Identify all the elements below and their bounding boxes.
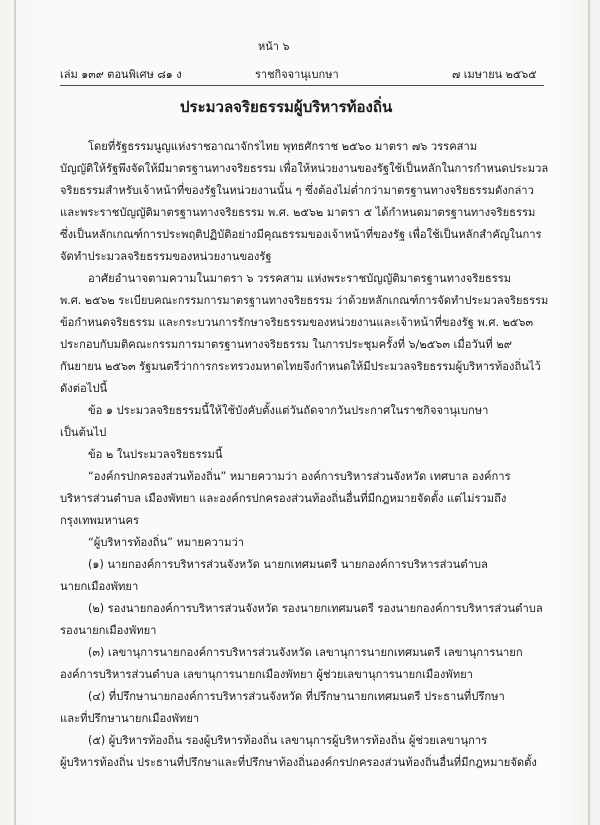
body-line: จริยธรรมสำหรับเจ้าหน้าที่ของรัฐในหน่วยงานนั้น ๆ ซึ่งต้องไม่ต่ำกว่ามาตรฐานทางจริยธรรมดังกล่าว bbox=[60, 184, 534, 197]
page-number: หน้า ๖ bbox=[258, 40, 290, 53]
body-line: ซึ่งเป็นหลักเกณฑ์การประพฤติปฏิบัติอย่างมีคุณธรรมของเจ้าหน้าที่ของรัฐ เพื่อใช้เป็นหลักสำคัญในการ bbox=[60, 228, 542, 241]
page-fold-left bbox=[14, 0, 16, 825]
body-line: และพระราชบัญญัติมาตรฐานทางจริยธรรม พ.ศ. ๒๕๖๒ มาตรา ๕ ได้กำหนดมาตรฐานทางจริยธรรม bbox=[60, 206, 536, 219]
gazette-name: ราชกิจจานุเบกษา bbox=[255, 68, 339, 81]
item-3: (๓) เลขานุการนายกองค์การบริหารส่วนจังหวัด เลขานุการนายกเทศมนตรี เลขานุการนายก bbox=[88, 646, 523, 659]
clause-2: ข้อ ๒ ในประมวลจริยธรรมนี้ bbox=[88, 448, 223, 461]
item-1: (๑) นายกองค์การบริหารส่วนจังหวัด นายกเทศมนตรี นายกองค์การบริหารส่วนตำบล bbox=[88, 558, 488, 571]
document-title: ประมวลจริยธรรมผู้บริหารท้องถิ่น bbox=[180, 98, 393, 116]
body-line: อาศัยอำนาจตามความในมาตรา ๖ วรรคสาม แห่งพระราชบัญญัติมาตรฐานทางจริยธรรม bbox=[88, 272, 512, 285]
body-line: เป็นต้นไป bbox=[60, 426, 107, 439]
body-line: ดังต่อไปนี้ bbox=[60, 382, 108, 395]
body-line: โดยที่รัฐธรรมนูญแห่งราชอาณาจักรไทย พุทธศักราช ๒๕๖๐ มาตรา ๗๖ วรรคสาม bbox=[88, 140, 478, 153]
body-line: บัญญัติให้รัฐพึงจัดให้มีมาตรฐานทางจริยธรรม เพื่อให้หน่วยงานของรัฐใช้เป็นหลักในการกำหนดประมวล bbox=[60, 162, 549, 175]
gazette-volume: เล่ม ๑๓๙ ตอนพิเศษ ๘๑ ง bbox=[60, 68, 182, 81]
definition-local-executive: “ผู้บริหารท้องถิ่น” หมายความว่า bbox=[88, 536, 245, 549]
header-rule bbox=[60, 85, 544, 86]
body-line: กันยายน ๒๕๖๓ รัฐมนตรีว่าการกระทรวงมหาดไทยจึงกำหนดให้มีประมวลจริยธรรมผู้บริหารท้องถิ่นไว้ bbox=[60, 360, 541, 373]
clause-1: ข้อ ๑ ประมวลจริยธรรมนี้ให้ใช้บังคับตั้งแต่วันถัดจากวันประกาศในราชกิจจานุเบกษา bbox=[88, 404, 489, 417]
definition-local-org: “องค์กรปกครองส่วนท้องถิ่น” หมายความว่า องค์การบริหารส่วนจังหวัด เทศบาล องค์การ bbox=[88, 470, 511, 483]
item-5: (๕) ผู้บริหารท้องถิ่น รองผู้บริหารท้องถิ่น เลขานุการผู้บริหารท้องถิ่น ผู้ช่วยเลขานุการ bbox=[88, 734, 488, 747]
item-2: (๒) รองนายกองค์การบริหารส่วนจังหวัด รองนายกเทศมนตรี รองนายกองค์การบริหารส่วนตำบล bbox=[88, 602, 543, 615]
body-line: รองนายกเมืองพัทยา bbox=[60, 624, 157, 637]
item-4: (๔) ที่ปรึกษานายกองค์การบริหารส่วนจังหวัด ที่ปรึกษานายกเทศมนตรี ประธานที่ปรึกษา bbox=[88, 690, 505, 703]
page-fold-right bbox=[588, 0, 590, 825]
body-line: และที่ปรึกษานายกเมืองพัทยา bbox=[60, 712, 200, 725]
body-line: ประกอบกับมติคณะกรรมการมาตรฐานทางจริยธรรม ในการประชุมครั้งที่ ๖/๒๕๖๓ เมื่อวันที่ ๒๙ bbox=[60, 338, 512, 351]
body-line: กรุงเทพมหานคร bbox=[60, 514, 139, 527]
body-line: องค์การบริหารส่วนตำบล เลขานุการนายกเมืองพัทยา ผู้ช่วยเลขานุการนายกเมืองพัทยา bbox=[60, 668, 473, 681]
body-line: บริหารส่วนตำบล เมืองพัทยา และองค์กรปกครองส่วนท้องถิ่นอื่นที่มีกฎหมายจัดตั้ง แต่ไม่รวมถึง bbox=[60, 492, 507, 505]
gazette-date: ๗ เมษายน ๒๕๖๕ bbox=[452, 68, 537, 81]
body-line: จัดทำประมวลจริยธรรมของหน่วยงานของรัฐ bbox=[60, 250, 272, 263]
body-line: พ.ศ. ๒๕๖๒ ระเบียบคณะกรรมการมาตรฐานทางจริยธรรม ว่าด้วยหลักเกณฑ์การจัดทำประมวลจริยธรรม bbox=[60, 294, 549, 307]
body-line: ผู้บริหารท้องถิ่น ประธานที่ปรึกษาและที่ปรึกษาท้องถิ่นองค์กรปกครองส่วนท้องถิ่นอื่นที่มีกฎหมายจัดตั้ง bbox=[60, 756, 537, 769]
body-line: นายกเมืองพัทยา bbox=[60, 580, 139, 593]
body-line: ข้อกำหนดจริยธรรม และกระบวนการรักษาจริยธรรมของหน่วยงานและเจ้าหน้าที่ของรัฐ พ.ศ. ๒๕๖๓ bbox=[60, 316, 534, 329]
